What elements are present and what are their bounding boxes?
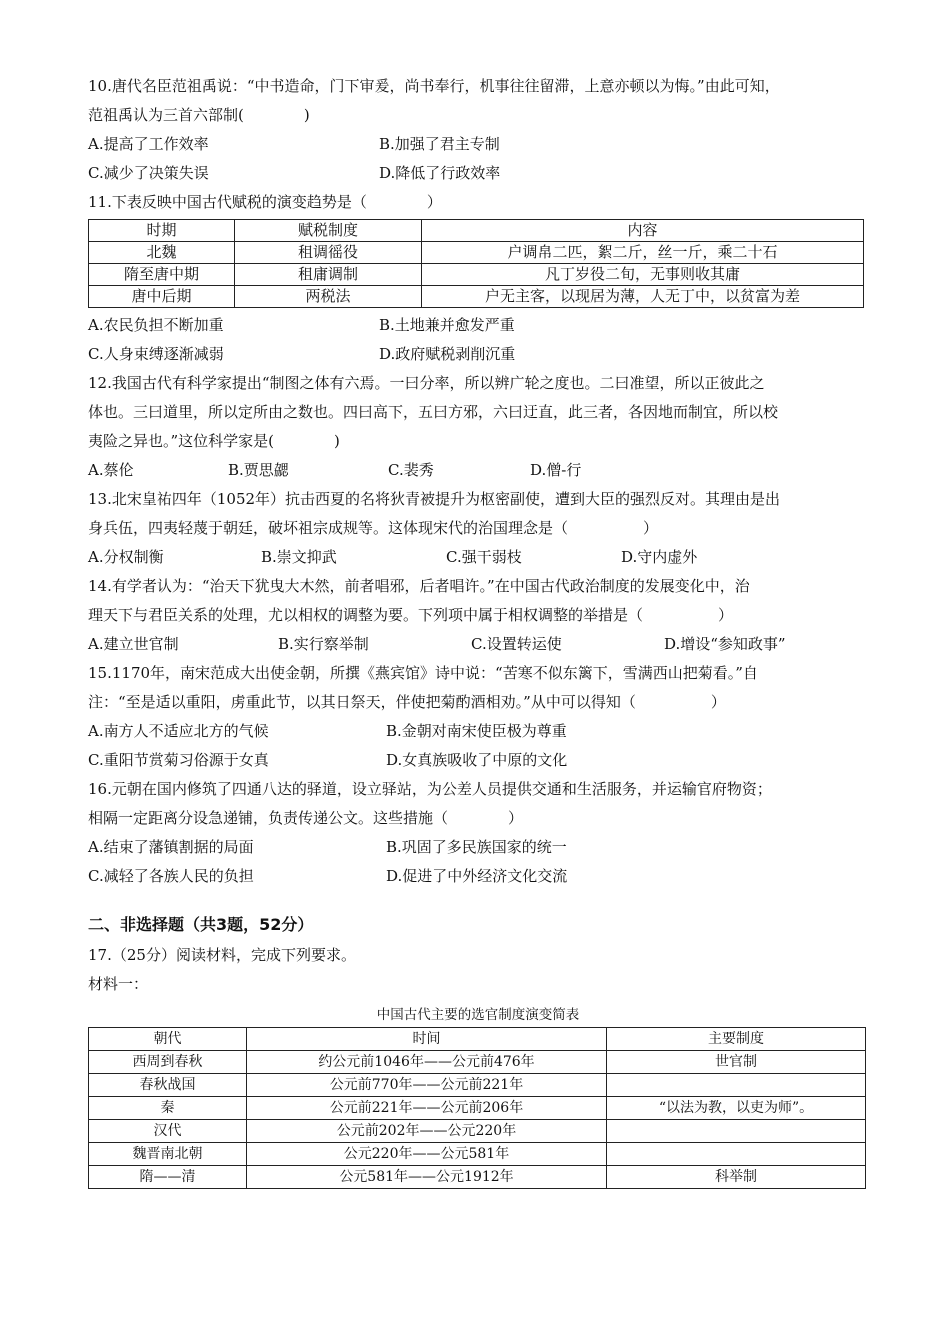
q12-stem-line1: 12.我国古代有科学家提出“制图之体有六焉。一曰分率，所以辨广轮之度也。二曰准望，所以正彼此之 — [88, 374, 765, 392]
q13-stem-line2: 身兵伍，四夷轻蔑于朝廷，破坏祖宗成规等。这体现宋代的治国理念是（ ） — [88, 519, 659, 537]
table-cell: 科举制 — [607, 1166, 866, 1189]
exam-page — [88, 72, 868, 1189]
q11-option-c: C.人身束缚逐渐减弱 — [88, 345, 224, 363]
q10-option-c: C.减少了决策失误 — [88, 164, 209, 182]
table-cell: 隋至唐中期 — [89, 264, 235, 286]
q15-stem-line1: 15.1170年，南宋范成大出使金朝，所撰《燕宾馆》诗中说：“苦寒不似东篱下，雪满西山把菊看。”自 — [88, 664, 758, 682]
tax-table — [88, 219, 864, 308]
table-row — [89, 264, 864, 286]
q11-options-row2 — [88, 340, 868, 369]
selection-header-dynasty: 朝代 — [89, 1028, 247, 1051]
table-cell — [607, 1074, 866, 1097]
q16-stem-line2: 相隔一定距离分设急递铺，负责传递公文。这些措施（ ） — [88, 809, 524, 827]
q17-stem: 17.（25分）阅读材料，完成下列要求。 — [88, 946, 356, 964]
q15-stem-line2: 注：“至是适以重阳，虏重此节，以其日祭天，伴使把菊酌酒相劝。”从中可以得知（ ） — [88, 693, 726, 711]
q10-options-row2 — [88, 159, 868, 188]
q10-option-d: D.降低了行政效率 — [379, 164, 501, 182]
q15-option-b: B.金朝对南宋使臣极为尊重 — [386, 722, 567, 740]
q12-option-a: A.蔡伦 — [88, 461, 134, 479]
table-row — [89, 1120, 866, 1143]
table-cell: 公元前202年——公元220年 — [247, 1120, 607, 1143]
table-caption: 中国古代主要的选官制度演变简表 — [376, 1007, 580, 1023]
table-cell: 两税法 — [235, 286, 422, 308]
q11-option-a: A.农民负担不断加重 — [88, 316, 224, 334]
q14-option-a: A.建立世官制 — [88, 635, 179, 653]
q10-options-row1 — [88, 130, 868, 159]
table-cell: 公元前221年——公元前206年 — [247, 1097, 607, 1120]
selection-table-header — [89, 1028, 866, 1051]
q15-options-row2 — [88, 746, 868, 775]
table-cell — [607, 1143, 866, 1166]
q14-option-b: B.实行察举制 — [278, 635, 369, 653]
table-row — [89, 1051, 866, 1074]
table-cell: 隋——清 — [89, 1166, 247, 1189]
table-cell: 北魏 — [89, 242, 235, 264]
q13-options — [88, 543, 868, 572]
table-cell: 西周到春秋 — [89, 1051, 247, 1074]
q16-option-a: A.结束了藩镇割据的局面 — [88, 838, 254, 856]
table-row — [89, 1143, 866, 1166]
table-cell: 世官制 — [607, 1051, 866, 1074]
table-cell: 租庸调制 — [235, 264, 422, 286]
q12-option-d: D.僧-行 — [530, 461, 582, 479]
table-cell: 魏晋南北朝 — [89, 1143, 247, 1166]
material-1-label: 材料一： — [88, 975, 149, 993]
table-cell: 春秋战国 — [89, 1074, 247, 1097]
q16-option-d: D.促进了中外经济文化交流 — [386, 867, 568, 885]
q16-options-row2 — [88, 862, 868, 891]
q10-option-b: B.加强了君主专制 — [379, 135, 500, 153]
q16-option-c: C.减轻了各族人民的负担 — [88, 867, 254, 885]
table-cell: 户调帛二匹，絮二斤，丝一斤，乘二十石 — [422, 242, 864, 264]
q12-options — [88, 456, 868, 485]
table-row — [89, 242, 864, 264]
tax-header-period: 时期 — [89, 220, 235, 242]
selection-header-system: 主要制度 — [607, 1028, 866, 1051]
table-cell: 唐中后期 — [89, 286, 235, 308]
table-row — [89, 286, 864, 308]
q11-option-d: D.政府赋税剥削沉重 — [379, 345, 516, 363]
q13-option-c: C.强干弱枝 — [446, 548, 522, 566]
tax-table-header — [89, 220, 864, 242]
q11-options-row1 — [88, 311, 868, 340]
q10-stem-line1: 10.唐代名臣范祖禹说：“中书造命，门下审爰，尚书奉行，机事往往留滞，上意亦顿以为悔。”由此可知， — [88, 77, 780, 95]
q14-options — [88, 630, 868, 659]
q15-option-d: D.女真族吸收了中原的文化 — [386, 751, 568, 769]
selection-header-time: 时间 — [247, 1028, 607, 1051]
table-cell: 秦 — [89, 1097, 247, 1120]
q14-option-d: D.增设“参知政事” — [664, 635, 786, 653]
table-row — [89, 1166, 866, 1189]
q13-option-b: B.崇文抑武 — [261, 548, 337, 566]
q12-stem-line3: 夷险之异也。”这位科学家是( ) — [88, 432, 340, 450]
q15-option-c: C.重阳节赏菊习俗源于女真 — [88, 751, 269, 769]
q12-option-c: C.裴秀 — [388, 461, 434, 479]
table-cell: 公元581年——公元1912年 — [247, 1166, 607, 1189]
table-cell: 凡丁岁役二旬，无事则收其庸 — [422, 264, 864, 286]
q14-stem-line1: 14.有学者认为：“治天下犹曳大木然，前者唱邪，后者唱许。”在中国古代政治制度的发展变化中，治 — [88, 577, 750, 595]
q15-options-row1 — [88, 717, 868, 746]
q13-stem-line1: 13.北宋皇祐四年（1052年）抗击西夏的名将狄青被提升为枢密副使，遭到大臣的强烈反对。其理由是出 — [88, 490, 781, 508]
table-cell: 公元220年——公元581年 — [247, 1143, 607, 1166]
q13-option-d: D.守内虚外 — [621, 548, 698, 566]
table-cell: “以法为教，以吏为师”。 — [607, 1097, 866, 1120]
table-cell: 公元前770年——公元前221年 — [247, 1074, 607, 1097]
tax-header-content: 内容 — [422, 220, 864, 242]
q16-options-row1 — [88, 833, 868, 862]
q12-option-b: B.贾思勰 — [228, 461, 289, 479]
q12-stem-line2: 体也。三曰道里，所以定所由之数也。四曰高下，五曰方邪，六曰迂直，此三者，各因地而制宜，所以校 — [88, 403, 779, 421]
q15-option-a: A.南方人不适应北方的气候 — [88, 722, 269, 740]
q14-option-c: C.设置转运使 — [471, 635, 562, 653]
q10-stem-line2: 范祖禹认为三首六部制( ) — [88, 106, 310, 124]
table-row — [89, 1074, 866, 1097]
table-cell — [607, 1120, 866, 1143]
q16-option-b: B.巩固了多民族国家的统一 — [386, 838, 567, 856]
table-cell: 户无主客，以现居为薄，人无丁中，以贫富为差 — [422, 286, 864, 308]
section-2-title: 二、非选择题（共3题，52分） — [88, 915, 314, 934]
official-selection-table — [88, 1027, 866, 1189]
q11-stem: 11.下表反映中国古代赋税的演变趋势是（ ） — [88, 193, 442, 211]
table-row — [89, 1097, 866, 1120]
tax-header-system: 赋税制度 — [235, 220, 422, 242]
q10-option-a: A.提高了工作效率 — [88, 135, 209, 153]
table-cell: 租调徭役 — [235, 242, 422, 264]
q11-option-b: B.土地兼并愈发严重 — [379, 316, 515, 334]
table-cell: 约公元前1046年——公元前476年 — [247, 1051, 607, 1074]
table-cell: 汉代 — [89, 1120, 247, 1143]
q16-stem-line1: 16.元朝在国内修筑了四通八达的驿道，设立驿站，为公差人员提供交通和生活服务，并运输官府物资； — [88, 780, 772, 798]
q14-stem-line2: 理天下与君臣关系的处理，尤以相权的调整为要。下列项中属于相权调整的举措是（ ） — [88, 606, 734, 624]
q13-option-a: A.分权制衡 — [88, 548, 164, 566]
